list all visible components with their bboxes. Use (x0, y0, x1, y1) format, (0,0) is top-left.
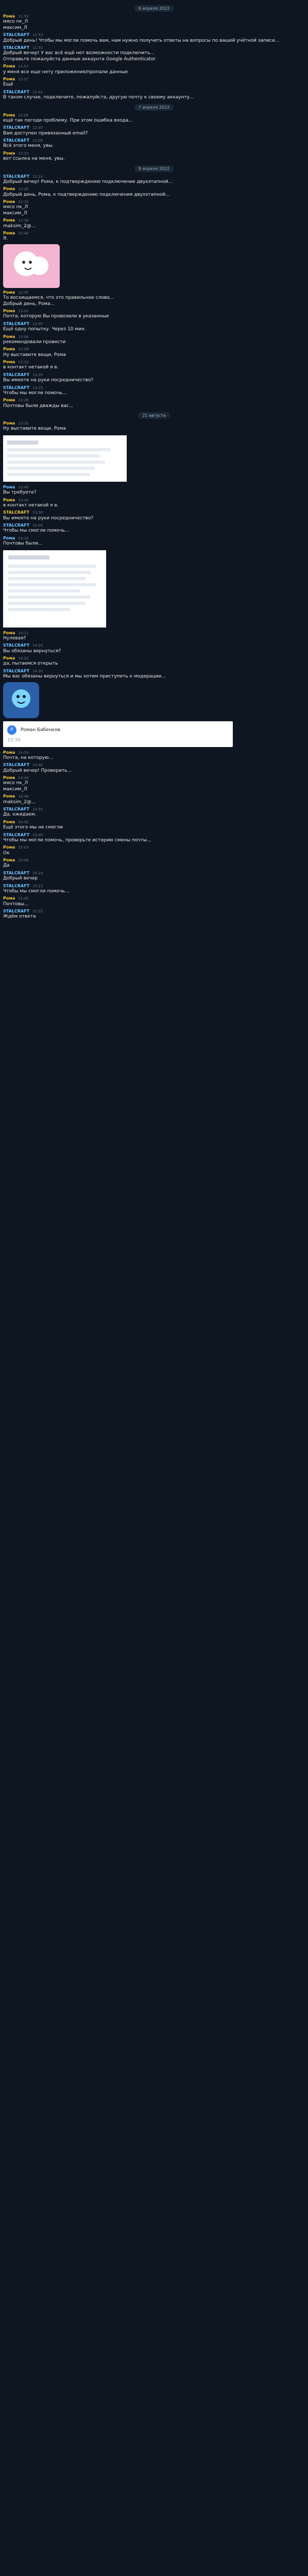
sticker-icon (3, 682, 39, 718)
sender-name: Рома (3, 750, 15, 755)
sender-name: Рома (3, 218, 15, 223)
message-time: 14:44 (18, 776, 29, 781)
message-time: 14:30 (32, 669, 43, 673)
message-text: Почтовы были дважды вас... (3, 403, 74, 409)
message (3, 187, 305, 198)
sender-name: STALCRAFT (3, 870, 30, 875)
message (3, 643, 305, 654)
message-time: 12:44 (18, 231, 29, 236)
message-time: 13:50 (32, 511, 43, 515)
sender-name: STALCRAFT (3, 668, 30, 673)
message-text: Чтобы мы смогли помочь... (3, 888, 70, 894)
sender-name: Рома (3, 630, 15, 635)
message-time: 11:57 (18, 64, 29, 69)
message-time: 14:50 (32, 807, 43, 812)
message (3, 498, 305, 509)
message (3, 334, 305, 346)
sender-name: STALCRAFT (3, 762, 30, 768)
message-text: Почта, на которую... (3, 755, 54, 760)
message (3, 309, 305, 320)
message-time: 14:46 (18, 794, 29, 799)
message (3, 656, 305, 667)
sender-name: Рома (3, 77, 15, 82)
message-text: Вы требуете? (3, 490, 37, 496)
message (3, 32, 305, 44)
message (3, 14, 305, 31)
message-text: мясо пк_Л максим_Л (3, 781, 28, 792)
message (3, 858, 305, 869)
sender-name: Рома (3, 64, 15, 69)
message (3, 199, 305, 216)
message-time: 14:20 (32, 643, 43, 648)
screenshot-image (3, 550, 106, 628)
message-text: в контакт нетакой я в. (3, 365, 59, 370)
message-text: Чтобы мы могли помочь... (3, 390, 67, 396)
message-time: 15:12 (32, 884, 43, 888)
sender-name: STALCRAFT (3, 510, 30, 515)
message-text: Ещё (3, 82, 13, 88)
sender-name: Рома (3, 112, 15, 117)
sender-name: Рома (3, 794, 15, 799)
sticker-image (3, 682, 39, 718)
message (3, 775, 305, 792)
message-text: да, пытаемся открыть (3, 661, 58, 667)
message-text: Чтобы мы смогли помочь... (3, 528, 70, 534)
date-separator: 7 апреля 2022 (3, 104, 305, 111)
message (3, 536, 305, 547)
sender-name: Рома (3, 360, 15, 365)
message (3, 321, 305, 333)
sender-name: STALCRAFT (3, 643, 30, 648)
message (3, 360, 305, 371)
message (3, 372, 305, 384)
message-time: 14:55 (18, 820, 29, 824)
message (3, 385, 305, 397)
message (3, 523, 305, 534)
sender-name: Рома (3, 421, 15, 426)
message-text: maksim_2@... (3, 223, 36, 229)
message-text: Да, ожидаем. (3, 812, 37, 818)
message-time: 15:10 (32, 871, 43, 875)
sender-name: Рома (3, 845, 15, 850)
message (3, 347, 305, 358)
sender-name: STALCRAFT (3, 125, 30, 130)
message-time: 12:10 (18, 151, 29, 156)
message-time: 11:53 (32, 33, 43, 38)
message-text: Чтобы мы могли помочь, проверьте историю смены почты... (3, 837, 151, 843)
message-time: 12:05 (18, 113, 29, 117)
message (3, 750, 305, 761)
message-text: Вы имеете на руки посредничество? (3, 378, 94, 383)
message-text: Ну выставите вещи, Рома (3, 426, 66, 432)
message (3, 90, 305, 101)
message (3, 510, 305, 521)
message-time: 14:11 (18, 631, 29, 635)
message-time: 12:01 (32, 90, 43, 94)
chat-log (0, 0, 308, 924)
email-preview (3, 721, 233, 747)
message-text: Почтовы... (3, 901, 29, 907)
message-text: Добрый день, Рома, к подтверждению подключения двухэтапной... (3, 192, 170, 197)
sticker-image (3, 244, 60, 288)
sender-name: STALCRAFT (3, 832, 30, 837)
message-time: 13:08 (18, 334, 29, 339)
message-time: 13:28 (18, 398, 29, 403)
date-separator: 8 апреля 2022 (3, 165, 305, 172)
sender-name: Рома (3, 309, 15, 314)
date-separator: 6 апреля 2022 (3, 5, 305, 12)
sender-name: Рома (3, 231, 15, 236)
message-time: 15:04 (18, 858, 29, 863)
message (3, 845, 305, 856)
message-text: Добрый вечер! Рома, к подтверждению подключение двухэтапной... (3, 179, 173, 184)
message-time: 14:40 (32, 763, 43, 768)
message-time: 12:05 (32, 126, 43, 130)
message (3, 794, 305, 805)
date-separator: 21 августа (3, 412, 305, 419)
message (3, 833, 305, 844)
message-time: 11:53 (18, 14, 29, 19)
message-text: Добрый вечер (3, 876, 38, 882)
sender-name: Рома (3, 199, 15, 205)
sender-name: Рома (3, 535, 15, 540)
message-text: Да (3, 863, 10, 869)
message-text: в контакт нетакой я в. (3, 502, 59, 508)
message (3, 398, 305, 409)
sender-name: Рома (3, 187, 15, 192)
message (3, 631, 305, 642)
message (3, 151, 305, 162)
sender-name: Рома (3, 290, 15, 295)
sender-name: Рома (3, 858, 15, 863)
message-time: 13:25 (32, 385, 43, 390)
message (3, 45, 305, 62)
message-time: 15:20 (18, 896, 29, 901)
message-text: Добрый вечер! Проверить... (3, 768, 72, 773)
sender-name: Рома (3, 656, 15, 661)
message-time: 11:57 (18, 77, 29, 82)
message-text: ещё так погоди проблему. При этом ошибка входа... (3, 117, 133, 123)
message-text: Ну выставите вещи, Рома (3, 352, 66, 358)
message-text: Нулевая? (3, 635, 26, 641)
message-time: 13:40 (18, 485, 29, 489)
message-time: 13:42 (18, 498, 29, 502)
message-text: мясо пк_Л максим_Л (3, 19, 28, 30)
sticker-icon (3, 244, 60, 288)
sender-name: STALCRAFT (3, 138, 30, 143)
message-time: 11:55 (32, 46, 43, 50)
sender-name: STALCRAFT (3, 807, 30, 812)
message-time: 14:05 (32, 523, 43, 528)
message (3, 485, 305, 496)
screenshot-icon (3, 550, 106, 628)
message-time: 13:05 (32, 321, 43, 326)
message-time: 14:33 (18, 750, 29, 755)
message-text: рекомендовали провести (3, 339, 66, 345)
screenshot-icon (3, 435, 127, 482)
message-time: 13:20 (32, 372, 43, 377)
message (3, 290, 305, 307)
message-time: 12:08 (32, 139, 43, 143)
sender-name: STALCRAFT (3, 45, 30, 50)
message-text: вот ссылка на меня, увы. (3, 156, 65, 162)
message-time: 12:14 (32, 174, 43, 179)
message-text: Добрый день! Чтобы мы могли помочь вам, нам нужно получить ответы на вопросы по вашей учётной записи... (3, 38, 280, 43)
message (3, 218, 305, 229)
sender-name: Рома (3, 896, 15, 901)
message-text: Добрый вечер! У вас всё ещё нет возможности подключить... Отправьте пожалуйста данные аккаунта Google Authenticator (3, 50, 156, 62)
message (3, 231, 305, 242)
message-time: 13:10 (18, 360, 29, 365)
message-text: Ждём ответа (3, 914, 36, 920)
sender-name: STALCRAFT (3, 372, 30, 377)
message (3, 64, 305, 75)
message-time: 12:33 (18, 200, 29, 205)
sender-name: STALCRAFT (3, 909, 30, 914)
sender-name: STALCRAFT (3, 89, 30, 94)
sender-name: Рома (3, 775, 15, 781)
message-time: 13:09 (18, 347, 29, 352)
sender-name: Рома (3, 150, 15, 156)
sender-name: Рома (3, 14, 15, 19)
message-text: То восхищаемся, что это правильное слово... Добрый день, Рома... (3, 295, 114, 307)
message-text: В таком случае, подключите, пожалуйста, другую почту к своему аккаунту... (3, 95, 194, 100)
message-text: Почтовы были... (3, 541, 43, 547)
screenshot-image (3, 435, 127, 482)
message (3, 884, 305, 895)
sender-name: Рома (3, 819, 15, 824)
message (3, 807, 305, 818)
avatar: Р (7, 725, 16, 735)
message-time: 14:22 (18, 656, 29, 661)
message (3, 820, 305, 831)
message-text: мясо пк_Л максим_Л (3, 205, 28, 216)
message-text: Ок (3, 850, 10, 856)
sender-name: Рома (3, 347, 15, 352)
message-text: Вы обязаны вернуться? (3, 648, 61, 654)
message (3, 871, 305, 882)
message-text: Всё этого меня, увы. (3, 143, 54, 149)
message-time: 14:10 (18, 536, 29, 540)
sender-name: Рома (3, 334, 15, 339)
message-text: Ещё одну попытку. Через 10 мин. (3, 327, 86, 332)
message (3, 909, 305, 920)
email-sender: Роман Бабенков (21, 727, 60, 733)
message-text: maksim_2@... (3, 799, 36, 805)
message-time: 15:00 (32, 833, 43, 837)
message (3, 113, 305, 124)
message-time: 12:34 (18, 218, 29, 223)
sender-name: STALCRAFT (3, 385, 30, 390)
message-time: 15:25 (32, 909, 43, 914)
message-text: Мы вас обязаны вернуться и мы хотим приступить к модерации... (3, 674, 166, 680)
sender-name: Рома (3, 398, 15, 403)
message-text: Вы имеете на руки посредничество? (3, 515, 94, 521)
message-text: Я. (3, 236, 8, 242)
sender-name: STALCRAFT (3, 321, 30, 326)
sender-name: STALCRAFT (3, 32, 30, 38)
email-meta: 15:30 (7, 737, 21, 743)
message (3, 762, 305, 774)
message-text: Почта, которую Вы провозили в указанные (3, 314, 109, 319)
sender-name: STALCRAFT (3, 883, 30, 888)
message (3, 421, 305, 432)
message-time: 12:55 (18, 290, 29, 295)
sender-name: STALCRAFT (3, 523, 30, 528)
message (3, 896, 305, 907)
message-time: 12:20 (18, 187, 29, 192)
sender-name: STALCRAFT (3, 174, 30, 179)
message-text: Вам доступен привязанный email? (3, 130, 88, 136)
message (3, 125, 305, 137)
sender-name: Рома (3, 497, 15, 502)
message-time: 13:02 (18, 309, 29, 314)
message-time: 15:03 (18, 845, 29, 850)
sender-name: Рома (3, 484, 15, 489)
message (3, 138, 305, 149)
message-text: у меня все еще нету приложения/пропали данные (3, 69, 128, 75)
message (3, 77, 305, 88)
message-text: Ещё этого мы не смогли (3, 825, 63, 831)
message (3, 174, 305, 185)
message-time: 13:33 (18, 421, 29, 426)
message (3, 669, 305, 680)
